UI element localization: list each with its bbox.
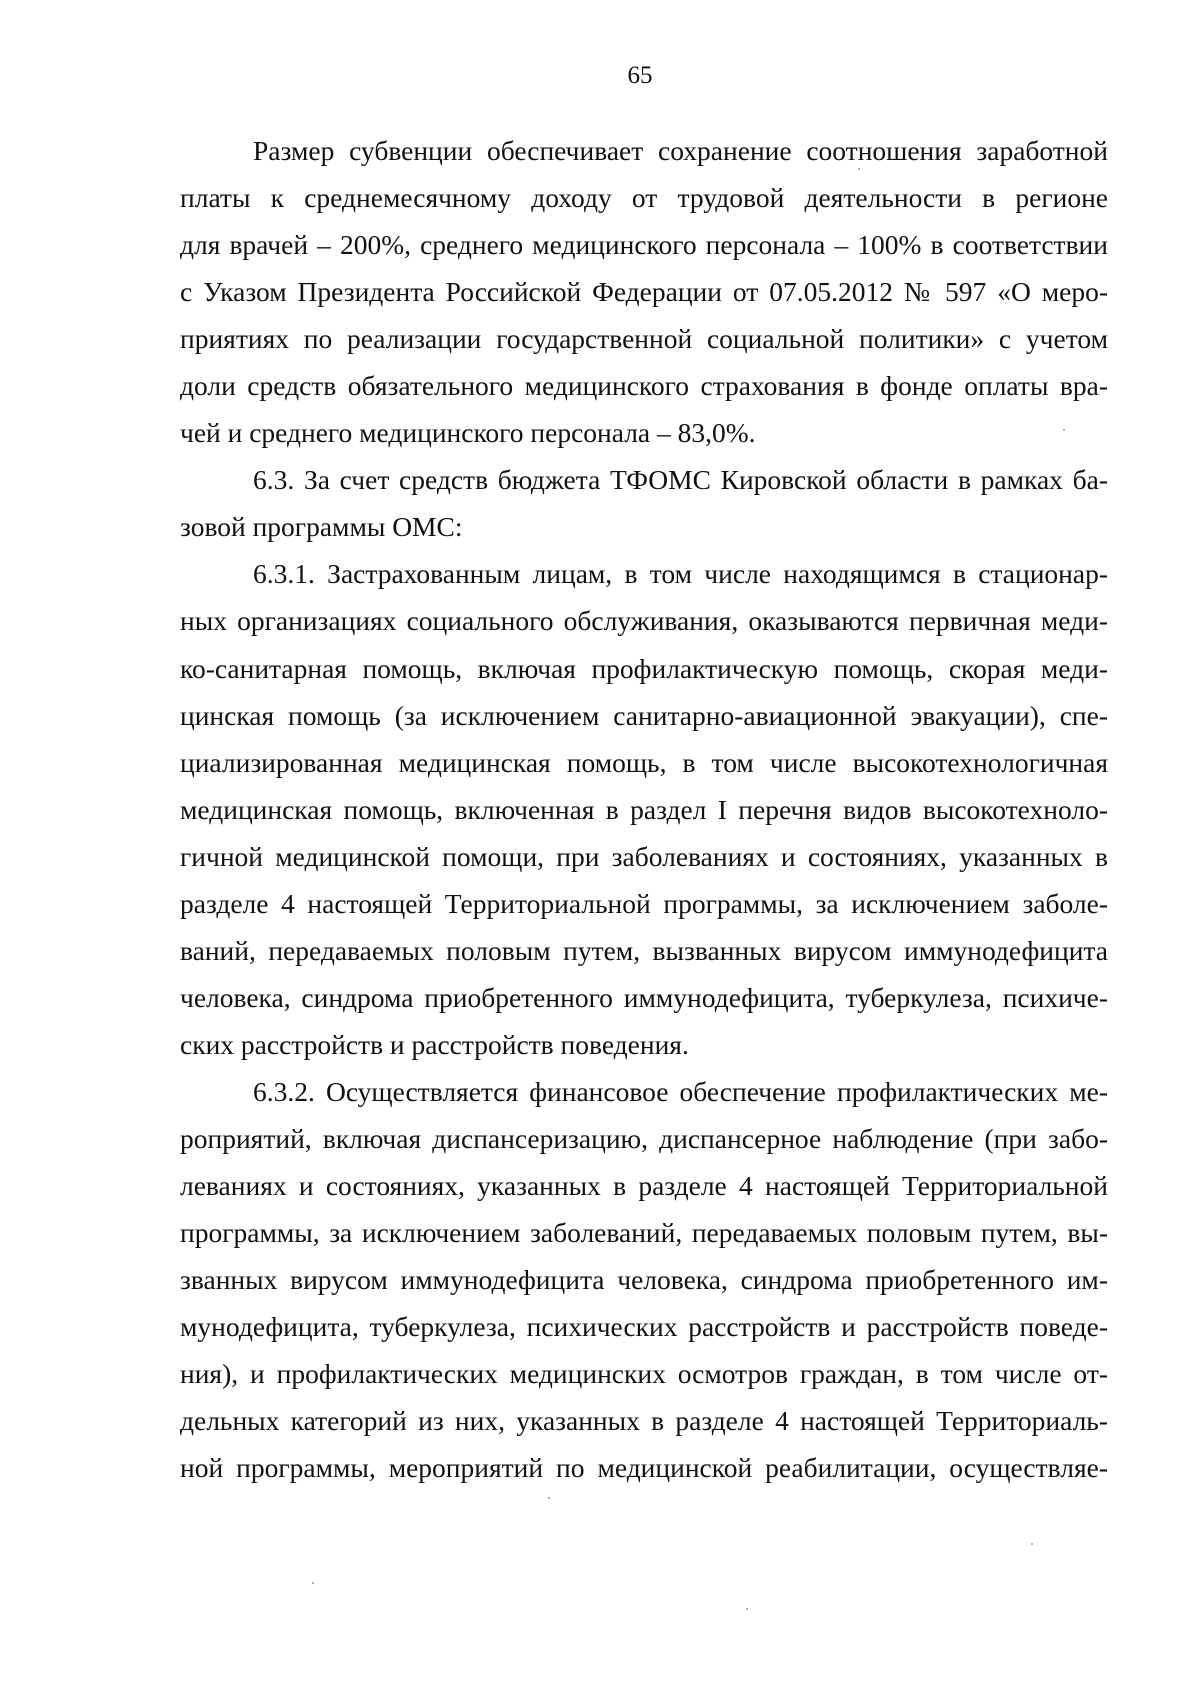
paragraph-salary-ratio [180,127,1108,456]
text-line: зовой программы ОМС: [180,511,463,543]
text-line: мунодефицита, туберкулеза, психических расстройств и расстройств поведе- [180,1311,1108,1343]
scan-speck [312,1582,314,1584]
scan-speck [1063,429,1065,431]
text-line: леваниях и состояниях, указанных в разделе 4 настоящей Территориальной [180,1170,1108,1202]
text-block [180,127,1108,1491]
text-line: циализированная медицинская помощь, в том числе высокотехнологичная [180,746,1108,778]
paragraph-6-3-1 [180,550,1108,1068]
text-line: ских расстройств и расстройств поведения. [180,1028,689,1060]
paragraph-6-3-2 [180,1068,1108,1491]
text-line: 6.3. За счет средств бюджета ТФОМС Кировской области в рамках ба- [253,464,1108,496]
text-line: званных вирусом иммунодефицита человека, синдрома приобретенного им- [180,1264,1108,1296]
paragraph-6-3 [180,456,1108,550]
text-line: Размер субвенции обеспечивает сохранение соотношения заработной [253,135,1108,166]
text-line: разделе 4 настоящей Территориальной программы, за исключением заболе- [180,887,1108,919]
scan-speck [548,1497,550,1499]
page-number: 65 [627,62,653,89]
text-line: ваний, передаваемых половым путем, вызванных вирусом иммунодефицита [180,934,1108,966]
text-line: цинская помощь (за исключением санитарно-авиационной эвакуации), спе- [180,699,1108,731]
text-line: ко-санитарная помощь, включая профилактическую помощь, скорая меди- [180,652,1108,684]
text-line: для врачей – 200%, среднего медицинского персонала – 100% в соответствии [180,229,1108,261]
scan-speck [746,1608,748,1610]
text-line: гичной медицинской помощи, при заболеваниях и состояниях, указанных в [180,840,1108,872]
text-line: ной программы, мероприятий по медицинской реабилитации, осуществляе- [180,1452,1108,1484]
text-line: ния), и профилактических медицинских осмотров граждан, в том числе от- [180,1358,1108,1390]
text-line: 6.3.1. Застрахованным лицам, в том числе находящимся в стационар- [253,558,1108,590]
text-line: ных организациях социального обслуживания, оказываются первичная меди- [180,605,1108,637]
text-line: 6.3.2. Осуществляется финансовое обеспечение профилактических ме- [253,1075,1108,1107]
text-line: приятиях по реализации государственной социальной политики» с учетом [180,323,1108,355]
text-line: человека, синдрома приобретенного иммунодефицита, туберкулеза, психиче- [180,981,1108,1013]
text-line: дельных категорий из них, указанных в разделе 4 настоящей Территориаль- [180,1405,1108,1437]
text-line: программы, за исключением заболеваний, передаваемых половым путем, вы- [180,1217,1108,1249]
text-line: чей и среднего медицинского персонала – 83,0%. [180,417,756,449]
text-line: доли средств обязательного медицинского страхования в фонде оплаты вра- [180,370,1108,402]
scan-speck [1031,1543,1033,1545]
text-line: медицинская помощь, включенная в раздел I перечня видов высокотехноло- [180,793,1108,825]
text-line: платы к среднемесячному доходу от трудовой деятельности в регионе [180,182,1108,214]
text-line: роприятий, включая диспансеризацию, диспансерное наблюдение (при забо- [180,1122,1108,1154]
text-line: с Указом Президента Российской Федерации от 07.05.2012 № 597 «О меро- [180,276,1108,308]
scan-speck [858,168,860,170]
